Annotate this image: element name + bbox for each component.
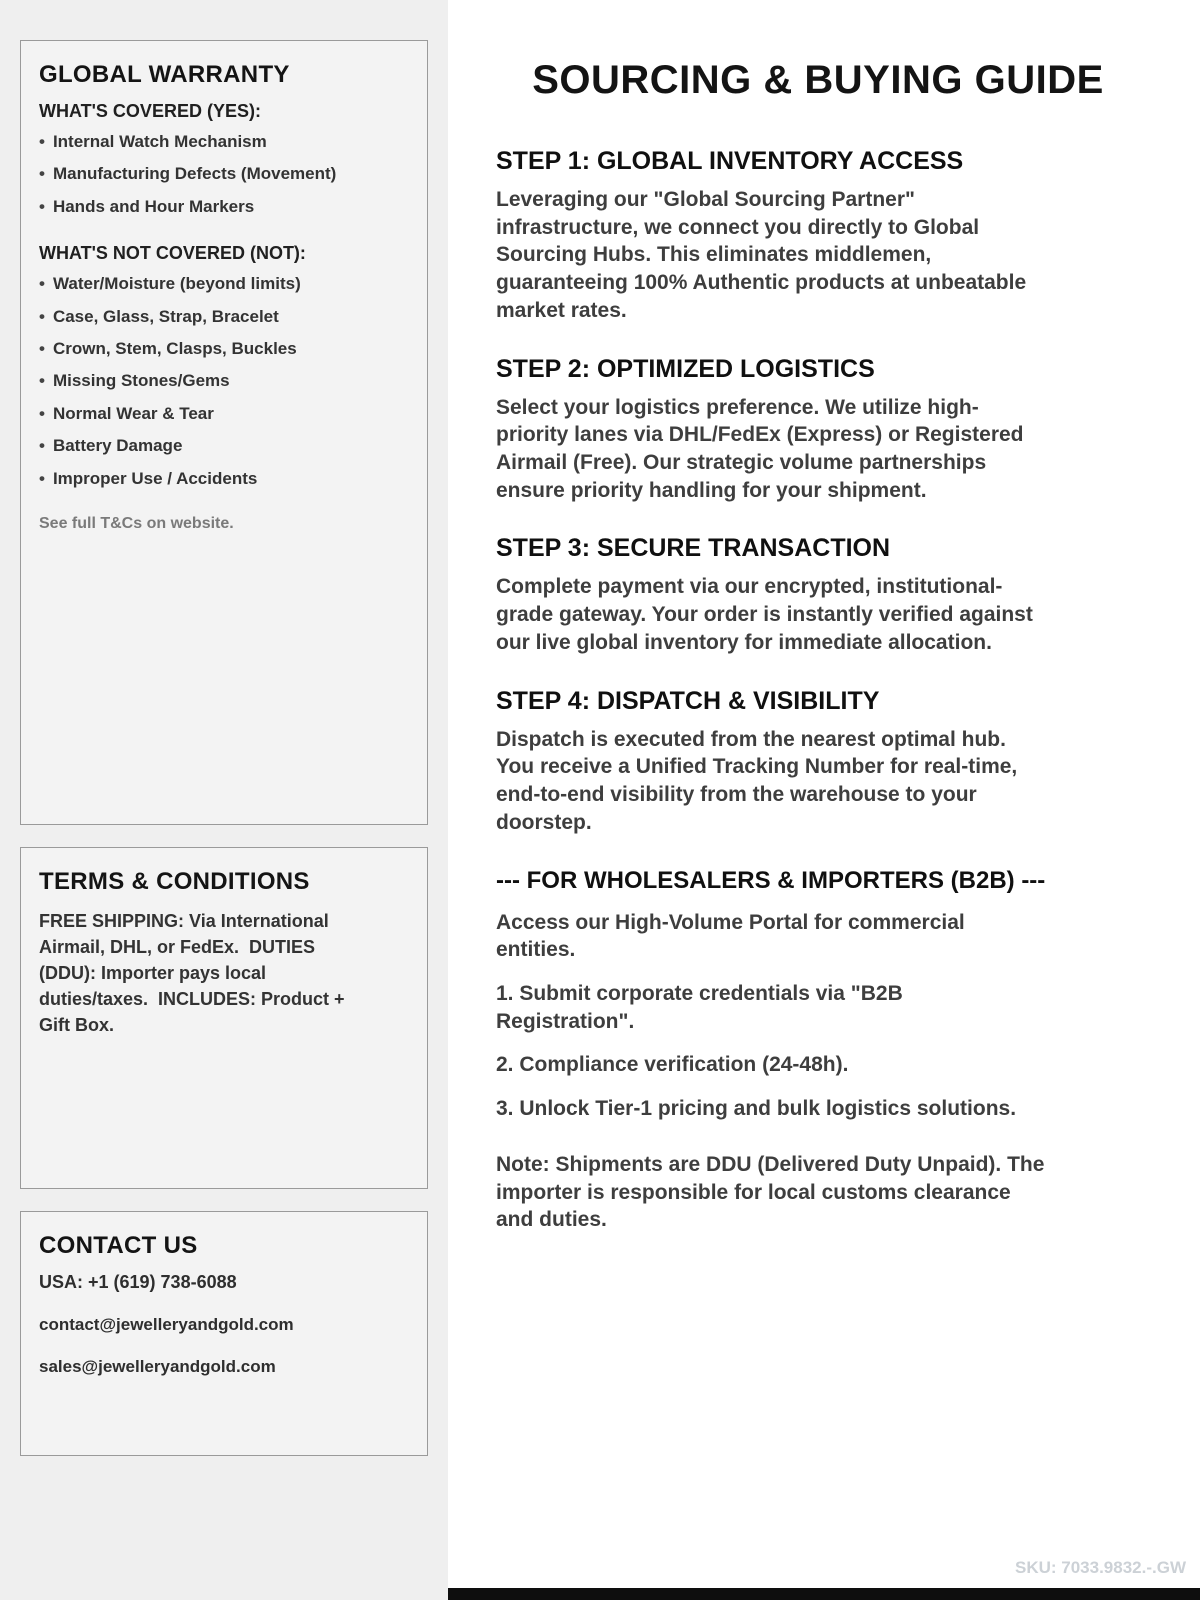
contact-box xyxy=(20,1211,428,1456)
main-content xyxy=(448,0,1200,1600)
terms-body: FREE SHIPPING: Via International Airmail, DHL, or FedEx. DUTIES (DDU): Importer pays local duties/taxes. INCLUDES: Product + Gift Box. xyxy=(39,911,350,1036)
contact-email-primary: contact@jewelleryandgold.com xyxy=(39,1315,294,1334)
warranty-footnote: See full T&Cs on website. xyxy=(39,514,234,532)
b2b-section xyxy=(496,867,1140,1234)
b2b-item-2: 2. Compliance verification (24-48h). xyxy=(496,1053,849,1077)
b2b-note: Note: Shipments are DDU (Delivered Duty Unpaid). The importer is responsible for local customs clearance and duties. xyxy=(496,1152,1045,1232)
warranty-covered-list xyxy=(39,132,409,217)
list-item: • Battery Damage xyxy=(39,436,409,456)
warranty-covered-heading: WHAT'S COVERED (YES): xyxy=(39,101,261,121)
b2b-intro: Access our High-Volume Portal for commercial entities. xyxy=(496,910,965,962)
step-1-body: Leveraging our "Global Sourcing Partner" infrastructure, we connect you directly to Global Sourcing Hubs. This eliminates middlemen, guaranteeing 100% Authentic products at unbeatable market rates. xyxy=(496,188,1027,322)
contact-phone: USA: +1 (619) 738-6088 xyxy=(39,1272,237,1292)
list-item: • Normal Wear & Tear xyxy=(39,404,409,424)
step-1-section xyxy=(496,147,1140,325)
step-2-body: Select your logistics preference. We utilize high-priority lanes via DHL/FedEx (Express) or Registered Airmail (Free). Our strategic volume partnerships ensure priority handling for your shipment. xyxy=(496,395,1024,502)
step-3-heading: STEP 3: SECURE TRANSACTION xyxy=(496,534,891,563)
step-3-section xyxy=(496,534,1140,656)
step-2-section xyxy=(496,355,1140,505)
warranty-not-covered-list xyxy=(39,274,409,489)
terms-box xyxy=(20,847,428,1189)
step-4-section xyxy=(496,687,1140,837)
sku-label: SKU: 7033.9832.-.GW xyxy=(1014,1558,1186,1577)
warranty-not-covered-heading: WHAT'S NOT COVERED (NOT): xyxy=(39,243,306,264)
list-item: • Water/Moisture (beyond limits) xyxy=(39,274,409,294)
contact-title: CONTACT US xyxy=(39,1232,198,1259)
list-item: • Internal Watch Mechanism xyxy=(39,132,409,152)
list-item: • Hands and Hour Markers xyxy=(39,197,409,217)
bottom-bar xyxy=(448,1588,1200,1600)
step-3-body: Complete payment via our encrypted, institutional-grade gateway. Your order is instantly verified against our live global inventory for immediate allocation. xyxy=(496,575,1033,654)
sidebar xyxy=(0,0,448,1600)
terms-title: TERMS & CONDITIONS xyxy=(39,868,310,895)
step-4-body: Dispatch is executed from the nearest optimal hub. You receive a Unified Tracking Number for real-time, end-to-end visibility from the warehouse to your doorstep. xyxy=(496,727,1018,834)
contact-email-sales: sales@jewelleryandgold.com xyxy=(39,1357,276,1376)
page-title: SOURCING & BUYING GUIDE xyxy=(532,58,1104,102)
list-item: • Missing Stones/Gems xyxy=(39,371,409,391)
list-item: • Improper Use / Accidents xyxy=(39,469,409,489)
b2b-heading: --- FOR WHOLESALERS & IMPORTERS (B2B) --- xyxy=(496,866,1046,894)
list-item: • Manufacturing Defects (Movement) xyxy=(39,164,409,184)
step-1-heading: STEP 1: GLOBAL INVENTORY ACCESS xyxy=(496,147,964,175)
step-4-heading: STEP 4: DISPATCH & VISIBILITY xyxy=(496,686,880,715)
b2b-item-3: 3. Unlock Tier-1 pricing and bulk logistics solutions. xyxy=(496,1097,1017,1121)
b2b-item-1: 1. Submit corporate credentials via "B2B Registration". xyxy=(496,981,903,1033)
warranty-box xyxy=(20,40,428,825)
step-2-heading: STEP 2: OPTIMIZED LOGISTICS xyxy=(496,354,875,383)
list-item: • Crown, Stem, Clasps, Buckles xyxy=(39,339,409,359)
warranty-title: GLOBAL WARRANTY xyxy=(39,61,290,88)
list-item: • Case, Glass, Strap, Bracelet xyxy=(39,307,409,327)
